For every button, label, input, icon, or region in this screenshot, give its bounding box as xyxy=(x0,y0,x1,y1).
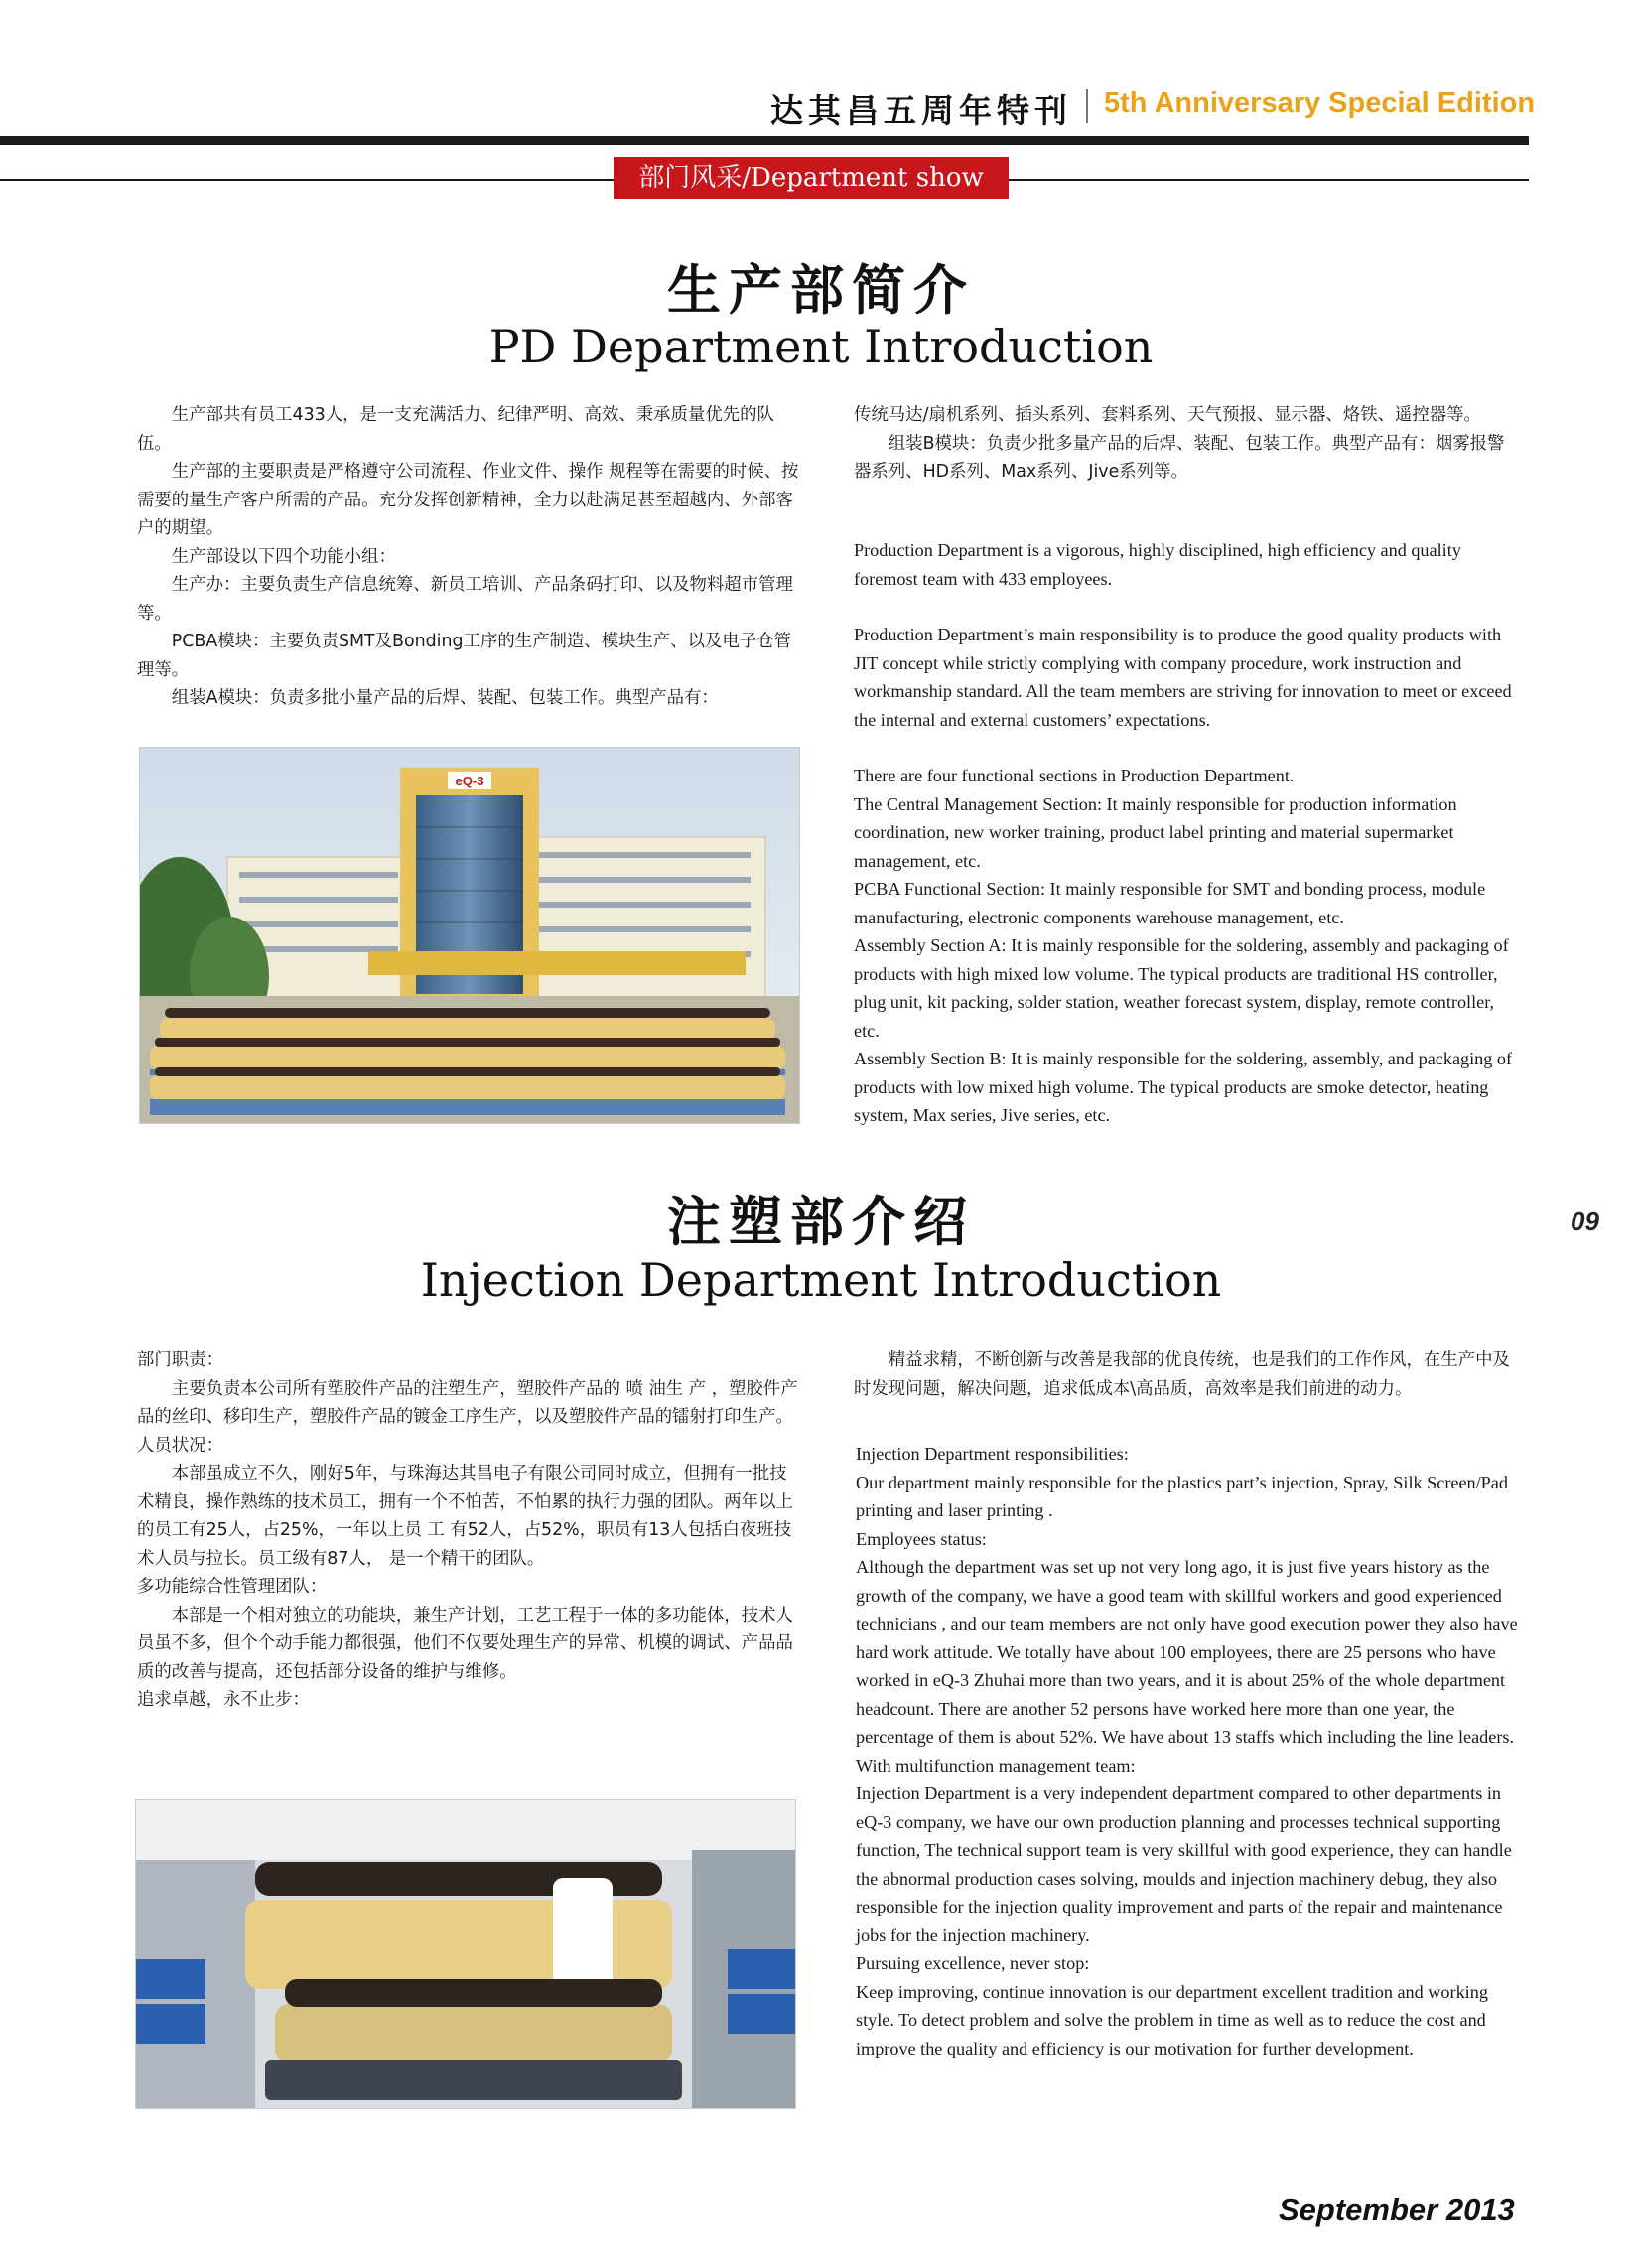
paragraph: 本部虽成立不久，刚好5年，与珠海达其昌电子有限公司同时成立，但拥有一批技术精良，操作熟练的技术员工，拥有一个不怕苦，不怕累的执行力强的团队。两年以上的员工有25人，占25%，一年以上员 工 有52人，占52%，职员有13人包括白夜班技术人员与拉长。员工级有87人， 是一个精干的团队。 xyxy=(137,1464,793,1569)
paragraph: Although the department was set up not very long ago, it is just five years history as the growth of the company, we have a good team with skillful workers and good experienced technicians , and our team members are not only have good execution power they also have hard work attitude. We totally have about 100 employees, there are 25 persons who have worked in eQ-3 Zhuhai more than two years, and it is about 25% of the whole department headcount. There are another 52 persons have worked here more than one year, the percentage of them is about 52%. We have about 13 staffs which including the line leaders. xyxy=(856,1557,1518,1747)
paragraph: The Central Management Section: It mainly responsible for production information coordination, new worker training, product label printing and material supermarket management, etc. xyxy=(854,793,1457,871)
paragraph: 组装B模块：负责少批多量产品的后焊、装配、包装工作。典型产品有：烟雾报警器系列、HD系列、Max系列、Jive系列等。 xyxy=(854,433,1505,482)
pd-title-cn: 生产部简介 xyxy=(667,258,975,322)
pd-title-en: PD Department Introduction xyxy=(488,320,1154,373)
paragraph: 部门职责： xyxy=(137,1350,223,1370)
paragraph: Production Department’s main responsibility is to produce the good quality products with JIT concept while strictly complying with company procedure, work instruction and workmanship standard. All the team members are striving for innovation to meet or exceed the internal and external customers’ expectations. xyxy=(854,625,1512,730)
paragraph: With multifunction management team: xyxy=(856,1755,1136,1775)
issue-date: September 2013 xyxy=(1279,2193,1515,2227)
paragraph: 生产部共有员工433人，是一支充满活力、纪律严明、高效、秉承质量优先的队伍。 xyxy=(137,405,774,454)
factory-building-illustration xyxy=(140,748,799,1123)
paragraph: Keep improving, continue innovation is our department excellent tradition and working style. To detect problem and solve the problem in time as well as to reduce the cost and improve the quality and efficiency is our motivation for further development. xyxy=(856,1981,1488,2058)
paragraph: 精益求精，不断创新与改善是我部的优良传统，也是我们的工作作风，在生产中及时发现问题，解决问题，追求低成本\高品质，高效率是我们前进的动力。 xyxy=(854,1350,1510,1399)
paragraph: Pursuing excellence, never stop: xyxy=(856,1953,1090,1973)
paragraph: 组装A模块：负责多批小量产品的后焊、装配、包装工作。典型产品有： xyxy=(171,688,719,708)
pd-en-column xyxy=(854,536,1519,1130)
paragraph: PCBA Functional Section: It mainly responsible for SMT and bonding process, module manufacturing, electronic components warehouse management, etc. xyxy=(854,879,1486,927)
paragraph: Our department mainly responsible for the plastics part’s injection, Spray, Silk Screen/Pad printing and laser printing . xyxy=(856,1472,1508,1520)
paragraph: 追求卓越，永不止步： xyxy=(137,1690,310,1710)
pd-cn-column-right xyxy=(854,401,1519,487)
inj-cn-column-right xyxy=(854,1347,1519,1403)
paragraph: Assembly Section B: It is mainly responsible for the soldering, assembly, and packaging of products with low mixed high volume. The typical products are smoke detector, heating system, Max series, Jive series, etc. xyxy=(854,1049,1513,1125)
paragraph: 本部是一个相对独立的功能块，兼生产计划，工艺工程于一体的多功能体，技术人员虽不多，但个个动手能力都很强，他们不仅要处理生产的异常、机模的调试、产品品质的改善与提高，还包括部分设备的维护与维修。 xyxy=(137,1605,793,1682)
inj-cn-column-left xyxy=(137,1347,800,1715)
paragraph: 人员状况： xyxy=(137,1435,223,1456)
paragraph: 生产部设以下四个功能小组： xyxy=(171,546,396,567)
magazine-title-en: 5th Anniversary Special Edition xyxy=(1104,87,1536,119)
paragraph: PCBA模块：主要负责SMT及Bonding工序的生产制造、模块生产、以及电子仓管理等。 xyxy=(137,632,791,680)
paragraph: 多功能综合性管理团队： xyxy=(137,1577,328,1597)
inj-title-cn: 注塑部介绍 xyxy=(667,1190,975,1253)
paragraph: 生产部的主要职责是严格遵守公司流程、作业文件、操作 规程等在需要的时候、按需要的量生产客户所需的产品。充分发挥创新精神，全力以赴满足甚至超越内、外部客户的期望。 xyxy=(137,462,799,538)
inj-title-en: Injection Department Introduction xyxy=(420,1253,1222,1307)
workshop-team-illustration xyxy=(136,1800,795,2108)
paragraph: There are four functional sections in Production Department. xyxy=(854,766,1295,785)
section-tab: 部门风采/Department show xyxy=(614,157,1009,199)
paragraph: Injection Department responsibilities: xyxy=(856,1444,1129,1464)
header-separator xyxy=(1086,89,1088,123)
header-rule-thick xyxy=(0,136,1529,145)
paragraph: 生产办：主要负责生产信息统筹、新员工培训、产品条码打印、以及物料超市管理等。 xyxy=(137,575,793,624)
pd-cn-column-left xyxy=(137,401,800,713)
paragraph: 主要负责本公司所有塑胶件产品的注塑生产，塑胶件产品的 喷 油生 产 ，塑胶件产品的丝印、移印生产，塑胶件产品的镀金工序生产，以及塑胶件产品的镭射打印生产。 xyxy=(137,1378,798,1427)
paragraph: Production Department is a vigorous, highly disciplined, high efficiency and quality foremost team with 433 employees. xyxy=(854,540,1461,589)
paragraph: Assembly Section A: It is mainly responsible for the soldering, assembly and packaging of products with high mixed low volume. The typical products are traditional HS controller, plug unit, kit packing, solder station, weather forecast system, display, remote controller, etc. xyxy=(854,935,1509,1041)
paragraph: Injection Department is a very independent department compared to other departments in eQ-3 company, we have our own production planning and processes technical supporting function, The technical support team is very skillful with good experience, they can handle the abnormal production cases solving, moulds and injection machinery debug, they also responsible for the injection quality improvement and parts of the repair and maintenance jobs for the injection machinery. xyxy=(856,1783,1512,1945)
page-number: 09 xyxy=(1571,1206,1599,1236)
inj-team-photo xyxy=(135,1799,796,2109)
magazine-title-cn: 达其昌五周年特刊 xyxy=(770,91,1072,130)
paragraph: 传统马达/扇机系列、插头系列、套料系列、天气预报、显示器、烙铁、遥控器等。 xyxy=(854,405,1481,425)
building-sign: eQ-3 xyxy=(455,774,484,788)
inj-en-column xyxy=(856,1440,1519,2062)
pd-team-photo xyxy=(139,747,800,1124)
paragraph: Employees status: xyxy=(856,1528,987,1549)
